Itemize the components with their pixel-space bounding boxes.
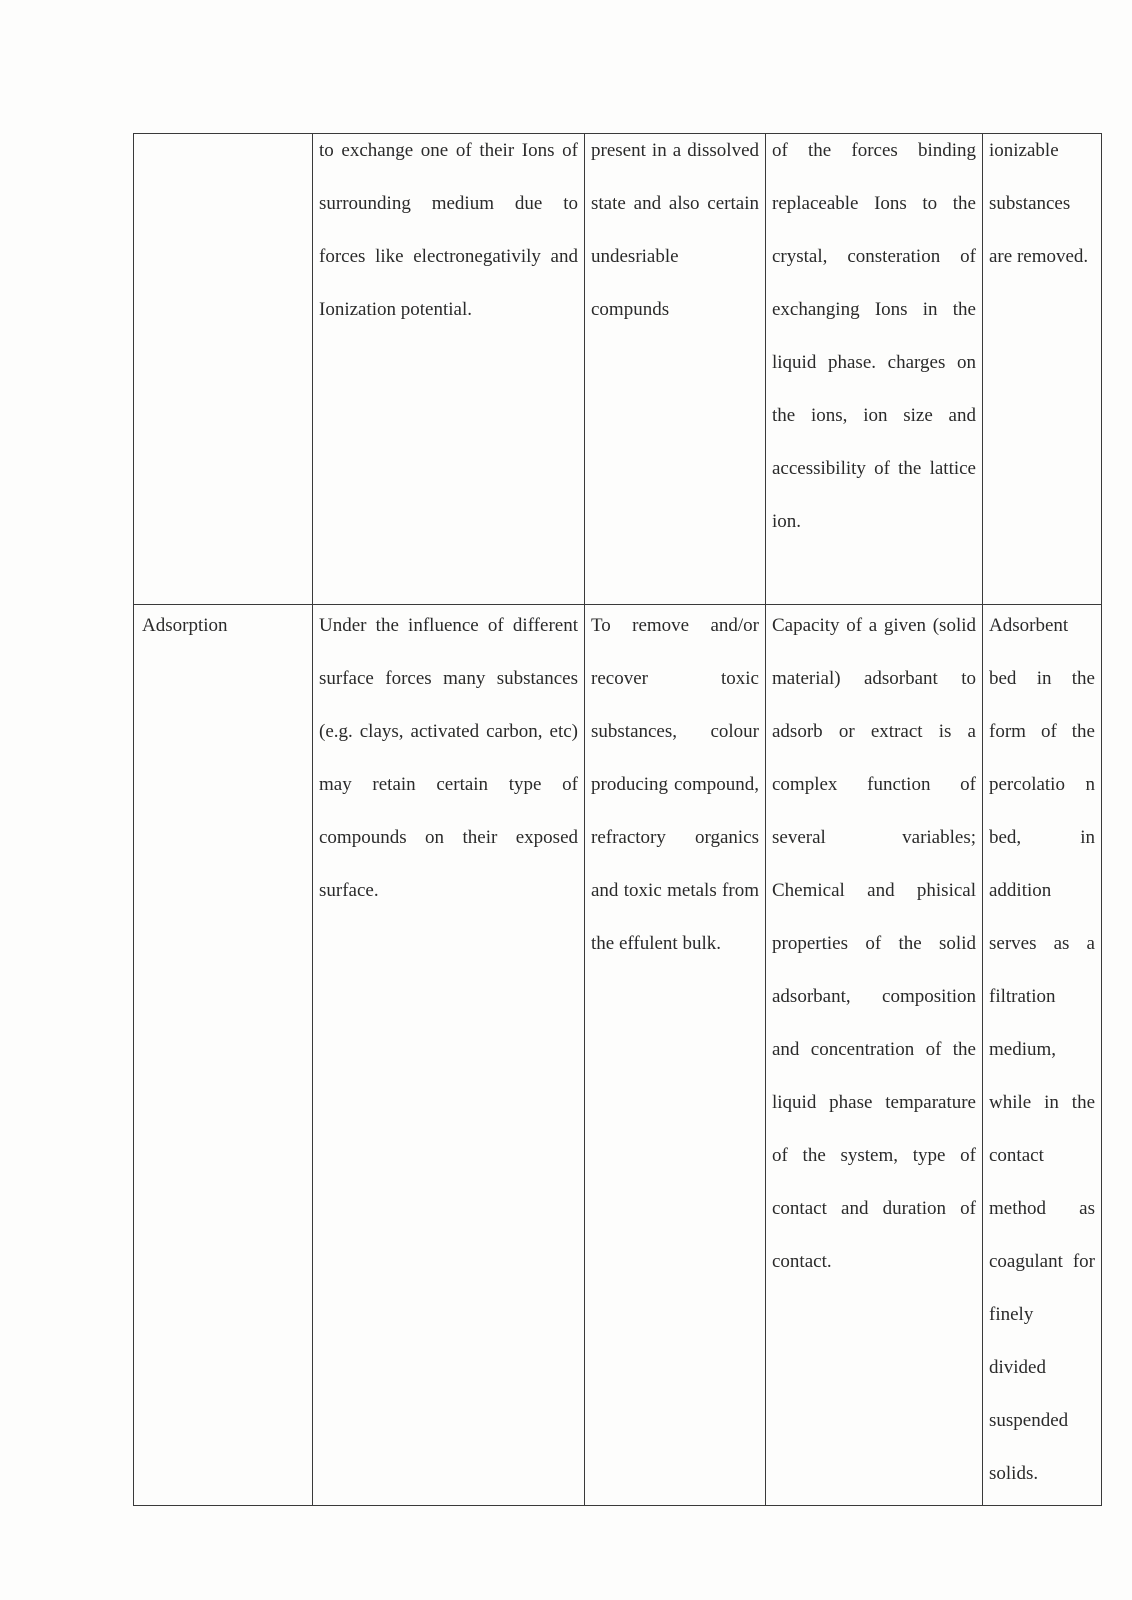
factors-cell: Capacity of a given (solid material) adsorbant to adsorb or extract is a complex function of several variables; Chemical and phisical properties of the solid adsorbant, composition and concentration of the liquid phase temparature of the system, type of contact and duration of contact. [766, 605, 983, 1506]
purpose-cell: present in a dissolved state and also certain undesriable compunds [585, 134, 766, 605]
principle-cell: to exchange one of their Ions of surrounding medium due to forces like electronegativily and Ionization potential. [313, 134, 585, 605]
table-row [134, 134, 1102, 605]
remarks-cell: Adsorbent bed in the form of the percolatio n bed, in addition serves as a filtration medium, while in the contact method as coagulant for finely divided suspended solids. [983, 605, 1102, 1506]
table-row [134, 605, 1102, 1506]
factors-cell: of the forces binding replaceable Ions to the crystal, consteration of exchanging Ions in the liquid phase. charges on the ions, ion size and accessibility of the lattice ion. [766, 134, 983, 605]
method-cell [134, 134, 313, 605]
purpose-cell: To remove and/or recover toxic substances, colour producing compound, refractory organics and toxic metals from the effulent bulk. [585, 605, 766, 1506]
treatment-methods-table [133, 133, 1102, 1506]
principle-cell: Under the influence of different surface forces many substances (e.g. clays, activated carbon, etc) may retain certain type of compounds on their exposed surface. [313, 605, 585, 1506]
method-cell: Adsorption [134, 605, 313, 1506]
remarks-cell: ionizable substances are removed. [983, 134, 1102, 605]
